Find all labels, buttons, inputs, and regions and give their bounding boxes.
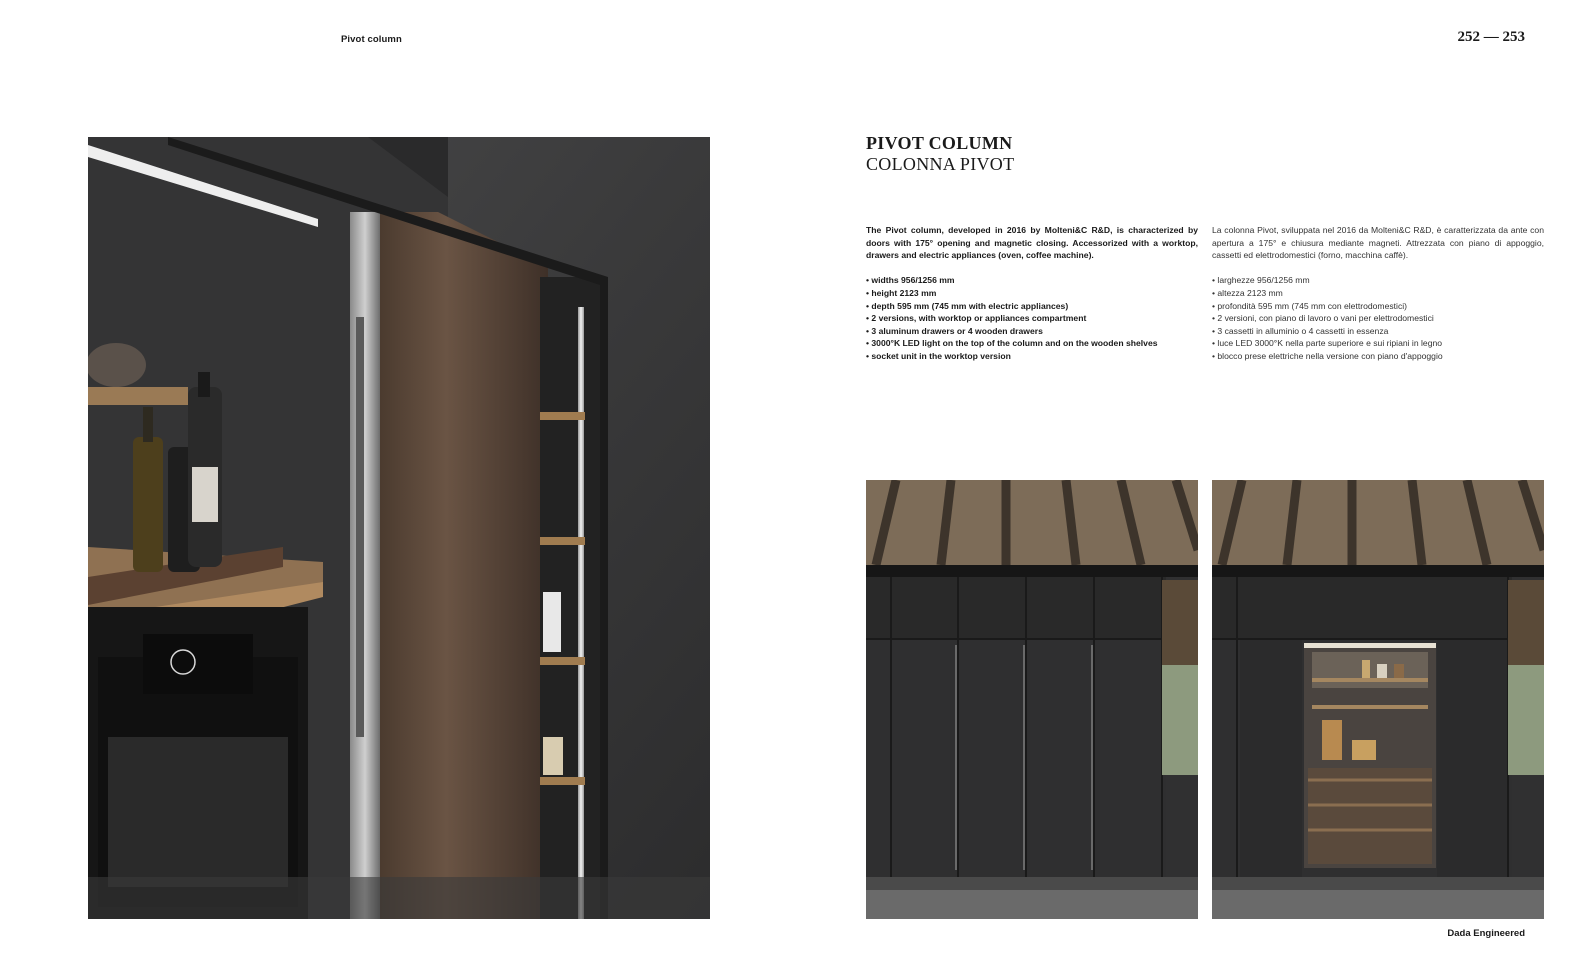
list-item: • 3 aluminum drawers or 4 wooden drawers <box>866 325 1198 338</box>
page-numbers: 252 — 253 <box>1457 29 1525 45</box>
list-item: • depth 595 mm (745 mm with electric appliances) <box>866 300 1198 313</box>
list-item: • widths 956/1256 mm <box>866 274 1198 287</box>
running-head: Pivot column <box>341 34 402 45</box>
list-item: • height 2123 mm <box>866 287 1198 300</box>
list-item: • 3 cassetti in alluminio o 4 cassetti in essenza <box>1212 325 1544 338</box>
closed-columns-photo <box>866 480 1198 919</box>
list-item: • blocco prese elettriche nella versione con piano d'appoggio <box>1212 350 1544 363</box>
open-column-photo <box>1212 480 1544 919</box>
list-item: • profondità 595 mm (745 mm con elettrodomestici) <box>1212 300 1544 313</box>
brand-footer: Dada Engineered <box>1447 928 1525 939</box>
pivot-column-photo <box>88 137 710 919</box>
english-intro: The Pivot column, developed in 2016 by Molteni&C R&D, is characterized by doors with 175° opening and magnetic closing. Accessorized with a worktop, drawers and electric appliances (oven, coffee machine). <box>866 225 1198 261</box>
list-item: • 3000°K LED light on the top of the column and on the wooden shelves <box>866 337 1198 350</box>
list-item: • luce LED 3000°K nella parte superiore e sui ripiani in legno <box>1212 337 1544 350</box>
title-italian: COLONNA PIVOT <box>866 154 1015 174</box>
english-spec-list <box>866 274 1198 362</box>
list-item: • 2 versions, with worktop or appliances compartment <box>866 312 1198 325</box>
italian-column <box>1212 224 1544 363</box>
list-item: • socket unit in the worktop version <box>866 350 1198 363</box>
italian-intro: La colonna Pivot, sviluppata nel 2016 da Molteni&C R&D, è caratterizzata da ante con apertura a 175° e chiusura mediante magneti. Attrezzata con piano di appoggio, cassetti ed elettrodomestici (forno, macchina caffè). <box>1212 225 1544 261</box>
list-item: • altezza 2123 mm <box>1212 287 1544 300</box>
italian-spec-list <box>1212 274 1544 362</box>
list-item: • 2 versioni, con piano di lavoro o vani per elettrodomestici <box>1212 312 1544 325</box>
title-english: PIVOT COLUMN <box>866 133 1013 153</box>
list-item: • larghezze 956/1256 mm <box>1212 274 1544 287</box>
english-column <box>866 224 1198 363</box>
